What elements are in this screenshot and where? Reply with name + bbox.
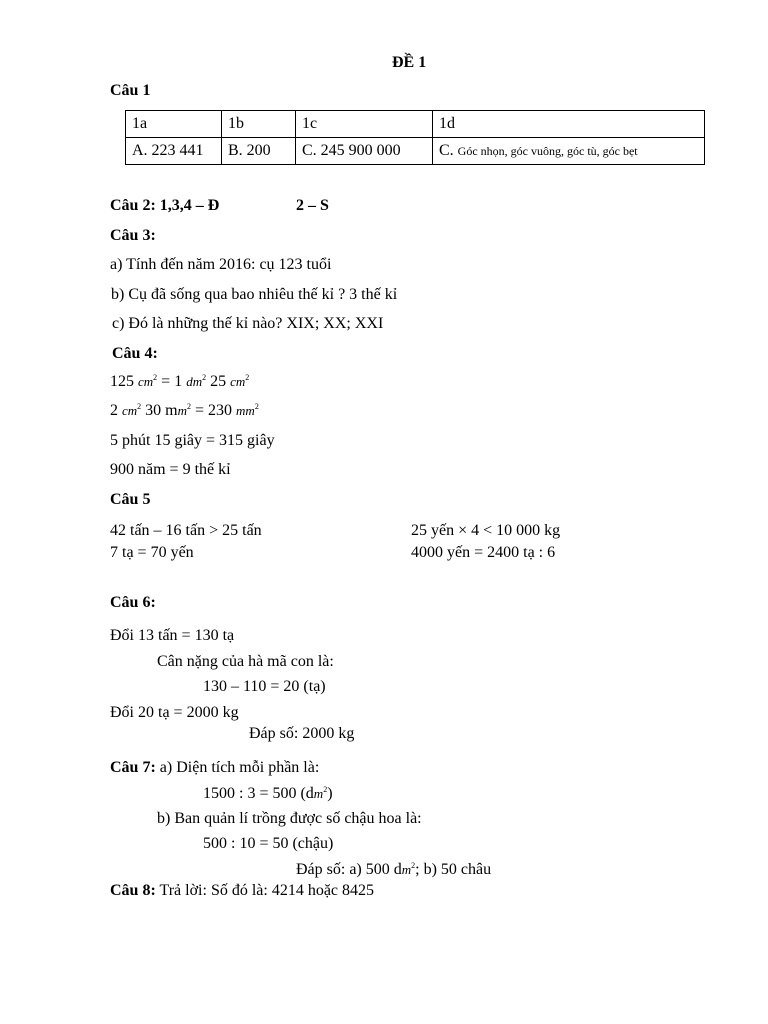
unit: m (177, 403, 188, 418)
table-cell: C. 245 900 000 (296, 138, 433, 165)
page-title: ĐỀ 1 (392, 54, 427, 71)
value: 25 (210, 373, 227, 390)
question-4-line-4: 900 năm = 9 thế kỉ (110, 461, 231, 478)
unit: m (401, 862, 412, 877)
answer-1d-choice: C. (439, 142, 454, 159)
answer-table (125, 110, 705, 165)
exponent: 2 (187, 402, 192, 411)
answer-1d-detail: Góc nhọn, góc vuông, góc tù, góc bẹt (457, 144, 638, 158)
question-5-left-2: 7 tạ = 70 yến (110, 544, 194, 561)
table-cell (433, 138, 705, 165)
question-8-text: Trả lời: Số đó là: 4214 hoặc 8425 (159, 882, 375, 899)
table-header-cell: 1b (222, 111, 296, 138)
question-3-b: b) Cụ đã sống qua bao nhiêu thế kỉ ? 3 thế kỉ (111, 286, 398, 303)
unit: cm (122, 403, 138, 418)
exponent: 2 (254, 402, 259, 411)
question-7-answer (296, 860, 491, 880)
exponent: 2 (323, 785, 328, 794)
exponent: 2 (137, 402, 142, 411)
question-7-label: Câu 7: (110, 759, 156, 776)
question-5-left-1: 42 tấn – 16 tấn > 25 tấn (110, 522, 262, 539)
question-1-label: Câu 1 (110, 82, 151, 99)
value: 1500 : 3 = 500 (d (203, 785, 314, 802)
question-2-label: Câu 2: 1,3,4 – Đ (110, 197, 220, 214)
table-header-cell: 1a (126, 111, 222, 138)
value: = 230 (195, 402, 233, 419)
value: = 1 (161, 373, 183, 390)
question-3-a: a) Tính đến năm 2016: cụ 123 tuổi (110, 256, 332, 273)
question-6-line-1: Đổi 13 tấn = 130 tạ (110, 627, 235, 644)
unit: dm (186, 374, 203, 389)
question-7-calc-2: 500 : 10 = 50 (chậu) (203, 835, 334, 852)
value: Đáp số: a) 500 d (296, 861, 402, 878)
question-3-label: Câu 3: (110, 227, 156, 244)
question-6-line-3: 130 – 110 = 20 (tạ) (203, 678, 326, 695)
question-8-label: Câu 8: (110, 882, 156, 899)
question-7-line-a (110, 758, 319, 778)
exponent: 2 (411, 861, 416, 870)
value: 125 (110, 373, 134, 390)
question-7-calc-1 (203, 784, 333, 804)
question-6-label: Câu 6: (110, 594, 156, 611)
question-4-line-2 (110, 401, 259, 421)
exponent: 2 (153, 373, 158, 382)
question-7-b: b) Ban quản lí trồng được số chậu hoa là: (157, 810, 422, 827)
value: 2 (110, 402, 118, 419)
value: ; b) 50 châu (415, 861, 492, 878)
exponent: 2 (202, 373, 207, 382)
question-4-label: Câu 4: (112, 345, 158, 362)
table-header-cell: 1d (433, 111, 705, 138)
question-6-line-2: Cân nặng của hà mã con là: (157, 653, 334, 670)
unit: m (313, 786, 324, 801)
question-4-line-3: 5 phút 15 giây = 315 giây (110, 432, 275, 449)
table-cell: B. 200 (222, 138, 296, 165)
question-6-line-4: Đổi 20 tạ = 2000 kg (110, 704, 239, 721)
table-header-row (126, 111, 705, 138)
value: 30 m (145, 402, 178, 419)
question-4-line-1 (110, 372, 249, 392)
question-6-answer: Đáp số: 2000 kg (249, 725, 355, 742)
question-7-a: a) Diện tích mỗi phần là: (159, 759, 320, 776)
question-3-c: c) Đó là những thế kỉ nào? XIX; XX; XXI (112, 315, 384, 332)
question-8-line (110, 881, 374, 901)
exponent: 2 (245, 373, 250, 382)
table-row (126, 138, 705, 165)
value: ) (327, 785, 333, 802)
question-5-right-2: 4000 yến = 2400 tạ : 6 (411, 544, 556, 561)
question-2-part2: 2 – S (296, 197, 329, 214)
question-5-right-1: 25 yến × 4 < 10 000 kg (411, 522, 561, 539)
table-header-cell: 1c (296, 111, 433, 138)
table-cell: A. 223 441 (126, 138, 222, 165)
question-5-label: Câu 5 (110, 491, 151, 508)
unit: mm (236, 403, 255, 418)
unit: cm (230, 374, 246, 389)
unit: cm (138, 374, 154, 389)
